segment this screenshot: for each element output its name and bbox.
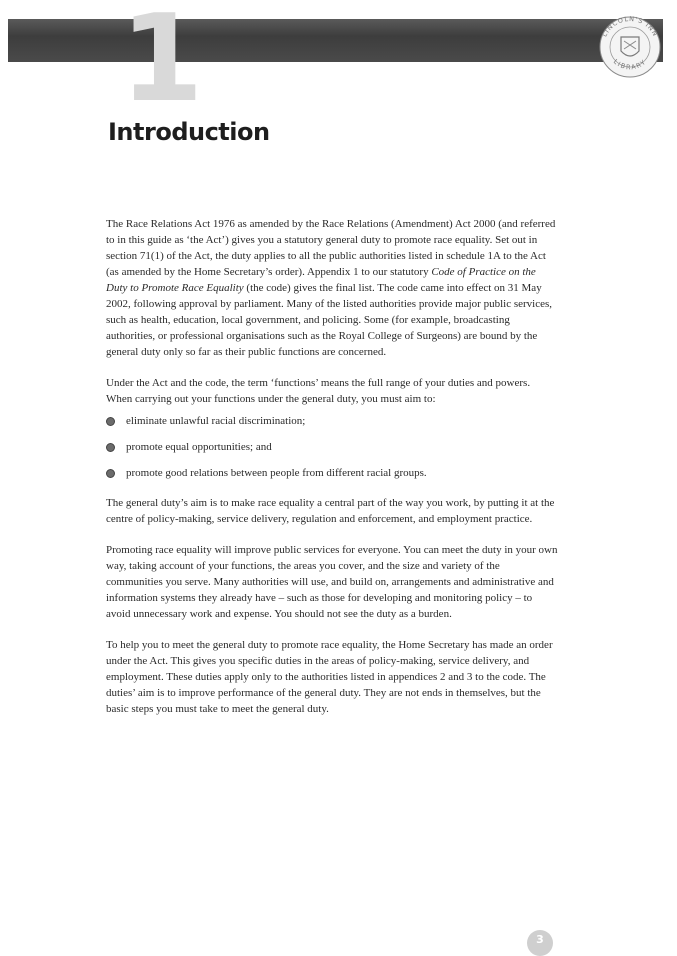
chapter-number: 1 bbox=[120, 0, 204, 129]
page-number: 3 bbox=[527, 930, 553, 956]
code-of-practice-title: Code of Practice on the Duty to Promote Race Equality bbox=[106, 266, 536, 294]
list-item-text: promote equal opportunities; and bbox=[126, 441, 272, 453]
paragraph-text: The Race Relations Act 1976 as amended by the Race Relations (Amendment) Act 2000 (and referred to in this guide as ‘the Act’) gives you a statutory general duty to promote race equality. Set out in section 71(1) of the Act, the duty applies to all the public authorities listed in schedule 1A to the Act (as amended by the Home Secretary’s order). Appendix 1 to our statutory bbox=[106, 218, 556, 278]
library-seal-icon bbox=[593, 9, 663, 83]
paragraph-functions: Under the Act and the code, the term ‘functions’ means the full range of your duties and powers. When carrying out your functions under the general duty, you must aim to: bbox=[106, 377, 531, 405]
chapter-header-band bbox=[8, 19, 663, 62]
bullet-icon bbox=[106, 443, 115, 452]
paragraph-text: (the code) gives the final list. The code came into effect on 31 May 2002, following approval by parliament. Many of the listed authorities provide major public services, such as health, education, local government, and policing. Some (for example, broadcasting authorities, or professional organisations such as the Royal College of Surgeons) are bound by the general duty only so far as their public functions are concerned. bbox=[106, 282, 553, 358]
bullet-icon bbox=[106, 469, 115, 478]
duty-aims-list bbox=[106, 413, 558, 481]
list-item bbox=[106, 413, 558, 429]
page-title: Introduction bbox=[108, 118, 270, 146]
list-item bbox=[106, 465, 558, 481]
list-item bbox=[106, 439, 558, 455]
bullet-icon bbox=[106, 417, 115, 426]
seal-bottom-text: LIBRARY bbox=[611, 57, 649, 72]
body-text bbox=[106, 216, 558, 732]
paragraph-specific-duties: To help you to meet the general duty to promote race equality, the Home Secretary has made an order under the Act. This gives you specific duties in the areas of policy-making, service delivery, and employment. These duties apply only to the authorities listed in appendices 2 and 3 to the code. The duties’ aim is to improve performance of the general duty. They are not ends in themselves, but the basic steps you must take to meet the general duty. bbox=[106, 639, 553, 715]
paragraph-general-duty-aim: The general duty’s aim is to make race equality a central part of the way you work, by putting it at the centre of policy-making, service delivery, regulation and enforcement, and employment practice. bbox=[106, 497, 555, 525]
paragraph-promoting-equality: Promoting race equality will improve public services for everyone. You can meet the duty in your own way, taking account of your functions, the areas you cover, and the size and variety of the communities you serve. Many authorities will use, and build on, arrangements and administrative and information systems they already have – such as those for developing and monitoring policy – to avoid unnecessary work and expense. You should not see the duty as a burden. bbox=[106, 544, 558, 620]
list-item-text: promote good relations between people from different racial groups. bbox=[126, 467, 427, 479]
paragraph-act-overview bbox=[106, 216, 558, 360]
seal-top-text: LINCOLN'S INN bbox=[600, 14, 660, 39]
list-item-text: eliminate unlawful racial discrimination; bbox=[126, 415, 306, 427]
